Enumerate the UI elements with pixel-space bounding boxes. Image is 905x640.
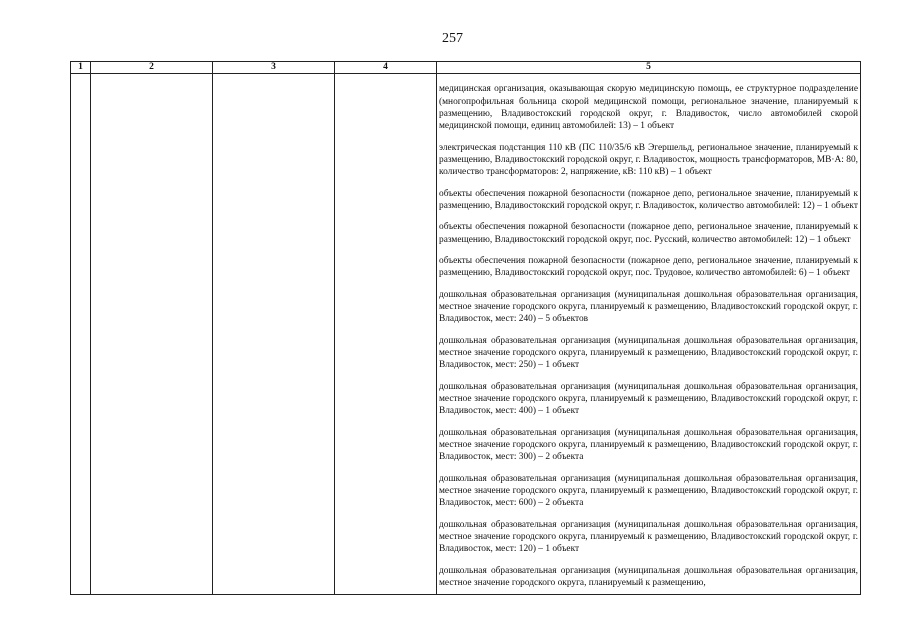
- table-header-row: [71, 62, 861, 74]
- list-item: дошкольная образовательная организация (муниципальная дошкольная образовательная организация, местное значение городского округа, планируемый к размещению,: [439, 565, 858, 589]
- column-header-4: 4: [335, 62, 437, 74]
- list-item: дошкольная образовательная организация (муниципальная дошкольная образовательная организация, местное значение городского округа, планируемый к размещению, Владивостокский городской округ, г. Владивосток, мест: 120) – 1 объект: [439, 519, 858, 555]
- list-item: дошкольная образовательная организация (муниципальная дошкольная образовательная организация, местное значение городского округа, планируемый к размещению, Владивостокский городской округ, г. Владивосток, мест: 300) – 2 объекта: [439, 427, 858, 463]
- list-item: медицинская организация, оказывающая скорую медицинскую помощь, ее структурное подразделение (многопрофильная больница скорой медицинской помощи, региональное значение, планируемый к размещению, Владивостокский городской округ, г. Владивосток, число автомобилей скорой медицинской помощи, единиц автомобилей: 13) – 1 объект: [439, 84, 858, 131]
- list-item: дошкольная образовательная организация (муниципальная дошкольная образовательная организация, местное значение городского округа, планируемый к размещению, Владивостокский городской округ, г. Владивосток, мест: 400) – 1 объект: [439, 381, 858, 417]
- list-item: дошкольная образовательная организация (муниципальная дошкольная образовательная организация, местное значение городского округа, планируемый к размещению, Владивостокский городской округ, г. Владивосток, мест: 250) – 1 объект: [439, 335, 858, 371]
- list-item: дошкольная образовательная организация (муниципальная дошкольная образовательная организация, местное значение городского округа, планируемый к размещению, Владивостокский городской округ, г. Владивосток, мест: 600) – 2 объекта: [439, 473, 858, 509]
- table-row: [71, 74, 861, 595]
- column-header-1: 1: [71, 62, 91, 74]
- cell-col-3: [213, 74, 335, 595]
- cell-col-1: [71, 74, 91, 595]
- list-item: дошкольная образовательная организация (муниципальная дошкольная образовательная организация, местное значение городского округа, планируемый к размещению, Владивостокский городской округ, г. Владивосток, мест: 240) – 5 объектов: [439, 289, 858, 325]
- objects-table: [70, 61, 861, 595]
- page-number: 257: [442, 31, 463, 46]
- column-header-3: 3: [213, 62, 335, 74]
- list-item: электрическая подстанция 110 кВ (ПС 110/35/6 кВ Эгершельд, региональное значение, планируемый к размещению, Владивостокский городской округ, г. Владивосток, мощность трансформаторов, МВ·А: 80, количество трансформаторов: 2, напряжение, кВ: 110 кВ) – 1 объект: [439, 142, 858, 177]
- list-item: объекты обеспечения пожарной безопасности (пожарное депо, региональное значение, планируемый к размещению, Владивостокский городской округ, пос. Русский, количество автомобилей: 12) – 1 объект: [439, 222, 858, 245]
- list-item: объекты обеспечения пожарной безопасности (пожарное депо, региональное значение, планируемый к размещению, Владивостокский городской округ, пос. Трудовое, количество автомобилей: 6) – 1 объект: [439, 256, 858, 279]
- cell-col-5: [437, 74, 861, 595]
- column-header-2: 2: [91, 62, 213, 74]
- list-item: объекты обеспечения пожарной безопасности (пожарное депо, региональное значение, планируемый к размещению, Владивостокский городской округ, г. Владивосток, количество автомобилей: 12) – 1 объект: [439, 188, 858, 211]
- cell-col-2: [91, 74, 213, 595]
- cell-col-4: [335, 74, 437, 595]
- column-header-5: 5: [437, 62, 861, 74]
- object-list: [437, 83, 860, 589]
